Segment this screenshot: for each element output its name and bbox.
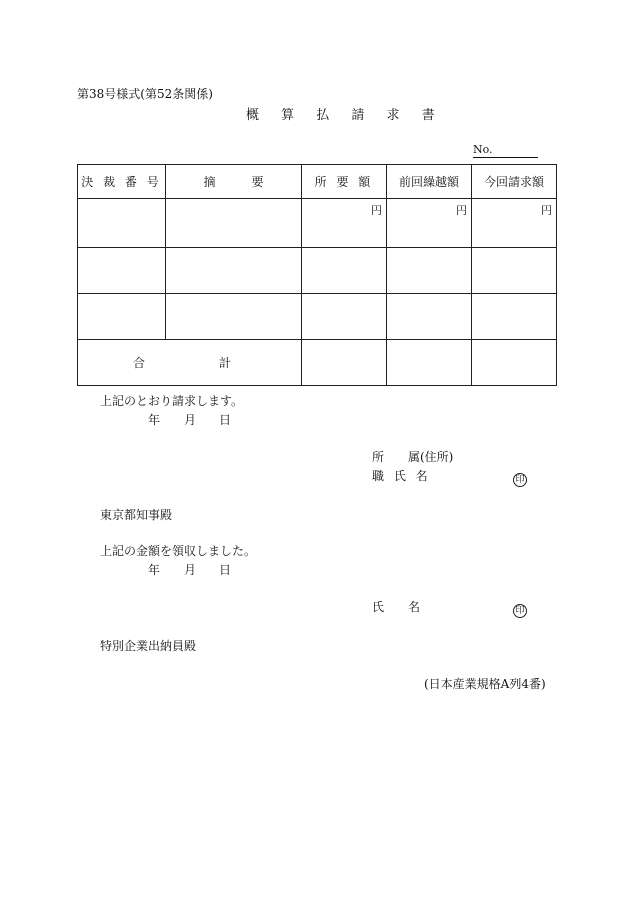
header-required-amount: 所 要 額: [302, 165, 387, 199]
receipt-date-day: 日: [219, 563, 232, 577]
total-carried-over[interactable]: [387, 340, 472, 386]
receipt-date-month: 月: [184, 563, 197, 577]
receipt-statement: 上記の金額を領収しました。: [100, 544, 257, 558]
document-number-field[interactable]: No.: [473, 143, 538, 158]
receipt-date-year: 年: [148, 563, 161, 577]
header-current-request: 今回請求額: [472, 165, 557, 199]
request-statement: 上記のとおり請求します。: [100, 394, 244, 408]
cell-required-amount[interactable]: [302, 294, 387, 340]
total-label-left: 合: [133, 356, 146, 370]
request-addressee: 東京都知事殿: [100, 508, 173, 522]
header-decision-number: 決 裁 番 号: [78, 165, 166, 199]
cell-required-amount[interactable]: [302, 248, 387, 294]
cell-summary[interactable]: [166, 248, 302, 294]
cell-summary[interactable]: [166, 294, 302, 340]
cell-current-request[interactable]: [472, 294, 557, 340]
request-table: [77, 164, 557, 386]
request-date-day: 日: [219, 413, 232, 427]
cell-carried-over[interactable]: [387, 248, 472, 294]
seal-icon: 印: [513, 604, 527, 618]
cell-decision-number[interactable]: [78, 248, 166, 294]
request-date-month: 月: [184, 413, 197, 427]
cell-current-request[interactable]: [472, 248, 557, 294]
header-summary: 摘 要: [166, 165, 302, 199]
affiliation-label: 所 属(住所): [372, 450, 454, 464]
receipt-addressee: 特別企業出納員殿: [100, 639, 197, 653]
standard-note: (日本産業規格A列4番): [424, 677, 546, 691]
cell-decision-number[interactable]: [78, 294, 166, 340]
table-row: [78, 199, 557, 248]
cell-carried-over[interactable]: [387, 294, 472, 340]
total-row: [78, 340, 557, 386]
cell-carried-over[interactable]: 円: [387, 199, 472, 248]
cell-summary[interactable]: [166, 199, 302, 248]
form-style-label: 第38号様式(第52条関係): [77, 87, 213, 101]
position-name-label: 職 氏 名: [372, 469, 431, 483]
total-current-request[interactable]: [472, 340, 557, 386]
cell-decision-number[interactable]: [78, 199, 166, 248]
table-header-row: [78, 165, 557, 199]
total-label-right: 計: [218, 356, 231, 370]
request-date-year: 年: [148, 413, 161, 427]
table-row: [78, 248, 557, 294]
total-label: [78, 340, 302, 386]
cell-current-request[interactable]: 円: [472, 199, 557, 248]
seal-icon: 印: [513, 473, 527, 487]
cell-required-amount[interactable]: 円: [302, 199, 387, 248]
receipt-name-label: 氏 名: [372, 600, 421, 614]
table-row: [78, 294, 557, 340]
header-carried-over: 前回繰越額: [387, 165, 472, 199]
document-title: 概 算 払 請 求 書: [246, 108, 444, 123]
total-required-amount[interactable]: [302, 340, 387, 386]
